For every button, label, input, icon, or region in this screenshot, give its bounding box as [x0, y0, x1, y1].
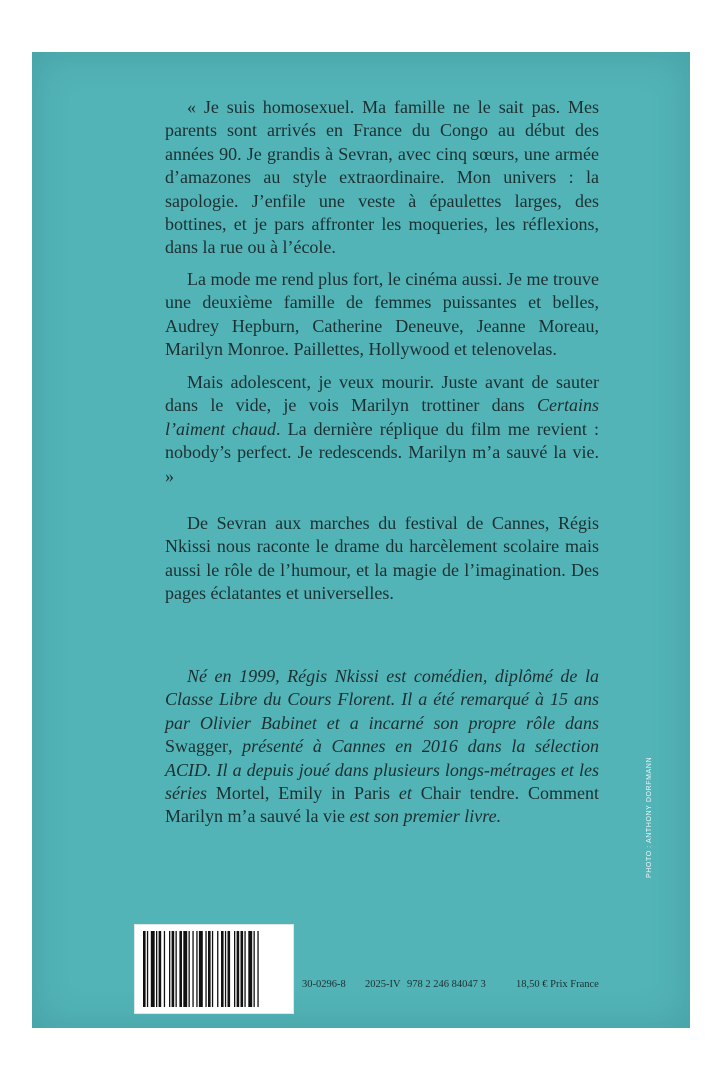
bio-series-mortel: Mortel: [215, 783, 265, 804]
quote-p3-start: Mais adolescent, je veux mourir. Juste avant de sauter dans le vide, je vois Marilyn trottiner dans: [165, 372, 599, 416]
bio-series-emily: Emily in Paris: [278, 783, 391, 804]
quote-paragraph-1: « Je suis homosexuel. Ma famille ne le sait pas. Mes parents sont arrivés en France du Congo au début des années 90. Je grandis à Sevran, avec cinq sœurs, une armée d’amazones au style extraordinaire. Mon univers : la sapologie. J’enfile une veste à épaulettes larges, des bottines, et je pars affronter les moqueries, les réflexions, dans la rue ou à l’école.: [165, 97, 599, 258]
price: 18,50 € Prix France: [516, 979, 599, 990]
author-bio: [165, 665, 599, 829]
bio-part-3: , présenté à Cannes en 2016 dans la sélection ACID. Il a depuis joué dans plusieurs longs-métrages et les séries: [165, 736, 599, 804]
quote-paragraph-3: [165, 371, 599, 488]
film-title: Certains l’aiment chaud: [165, 395, 599, 439]
barcode-bars: [141, 931, 287, 1007]
quote-block-2: [165, 268, 599, 362]
publisher-ref: 30-0296-8: [302, 979, 346, 990]
edition-code: 2025-IV: [365, 979, 401, 990]
summary-block: [165, 512, 599, 606]
book-back-cover: [32, 52, 690, 1028]
bio-and: et: [390, 783, 421, 804]
quote-paragraph-2: La mode me rend plus fort, le cinéma aussi. Je me trouve une deuxième famille de femmes puissantes et belles, Audrey Hepburn, Catherine Deneuve, Jeanne Moreau, Marilyn Monroe. Paillettes, Hollywood et telenovelas.: [165, 269, 599, 360]
author-bio-block: [165, 665, 599, 829]
summary-paragraph: De Sevran aux marches du festival de Cannes, Régis Nkissi nous raconte le drame du harcèlement scolaire mais aussi le rôle de l’humour, et la magie de l’imagination. Des pages éclatantes et universelles.: [165, 513, 599, 604]
bio-part-1: Né en 1999, Régis Nkissi est comédien, diplômé de la Classe Libre du Cours Florent. Il a été remarqué à 15 ans par Olivier Babinet et a incarné son propre rôle dans: [165, 666, 599, 733]
bio-book-title: Comment Marilyn m’a sauvé la vie: [165, 783, 600, 827]
bio-part-end: est son premier livre.: [344, 806, 502, 827]
photo-credit: PHOTO : ANTHONY DORFMANN: [646, 756, 653, 878]
quote-block-3: [165, 371, 599, 488]
quote-p3-end: . La dernière réplique du film me revient : nobody’s perfect. Je redescends. Marilyn m’a sauvé la vie. »: [165, 418, 599, 486]
bio-sep-2: .: [514, 783, 529, 804]
bio-film-swagger: Swagger: [165, 736, 228, 757]
barcode: [134, 924, 294, 1014]
bio-series-chair: Chair tendre: [420, 783, 515, 804]
quote-block: [165, 96, 599, 260]
isbn: 978 2 246 84047 3: [407, 979, 486, 990]
bio-sep-1: ,: [264, 783, 279, 804]
